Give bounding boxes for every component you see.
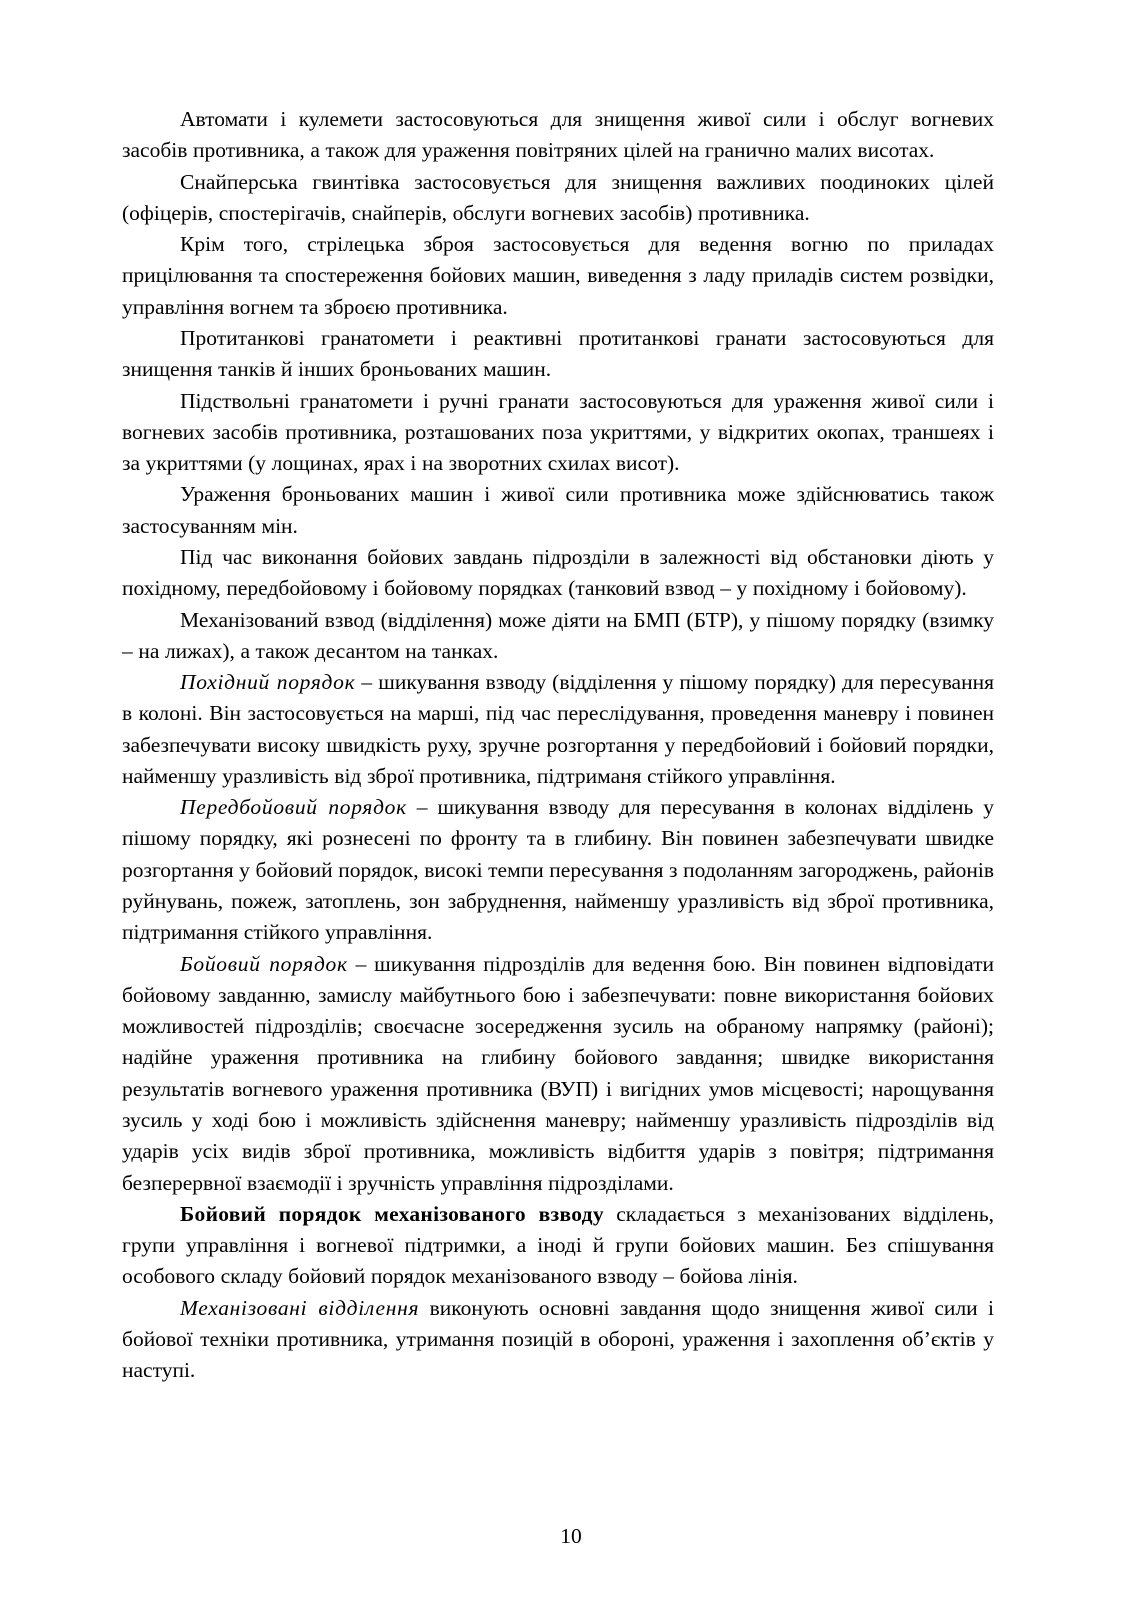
paragraph <box>122 323 994 386</box>
term-peredboiovyi-poriadok: Передбойовий порядок <box>180 795 407 820</box>
paragraph <box>122 542 994 605</box>
term-boiovyi-poriadok: Бойовий порядок <box>180 951 348 976</box>
term-mekhanizovani-viddilennia: Механізовані відділення <box>180 1295 420 1320</box>
paragraph-text: Підствольні гранатомети і ручні гранати застосовуються для ураження живої сили і вогневих засобів противника, розташованих поза укриттями, у відкритих окопах, траншеях і за укриттями (у лощинах, ярах і на зворотних схилах висот). <box>122 388 994 476</box>
paragraph-text: Під час виконання бойових завдань підрозділи в залежності від обстановки діють у похідному, передбойовому і бойовому порядках (танковий взвод – у похідному і бойовому). <box>122 544 994 601</box>
term-boiovyi-poriadok-mekhanizovanoho-vzvodu: Бойовий порядок механізованого взводу <box>180 1201 604 1226</box>
paragraph-boiovyi-poriadok-vzvodu <box>122 1199 994 1293</box>
paragraph-text: складається з механізованих відділень, групи управління і вогневої підтримки, а іноді й групи бойових машин. Без спішування особового складу бойовий порядок механізованого взводу – бойова лінія. <box>122 1201 994 1289</box>
term-pokhidnyi-poriadok: Похідний порядок <box>180 670 356 695</box>
paragraph <box>122 229 994 323</box>
paragraph-text: Механізований взвод (відділення) може діяти на БМП (БТР), у пішому порядку (взимку – на лижах), а також десантом на танках. <box>122 607 994 663</box>
paragraph <box>122 386 994 480</box>
paragraph-text: Протитанкові гранатомети і реактивні протитанкові гранати застосовуються для знищення танків й інших броньованих машин. <box>122 325 994 382</box>
paragraph <box>122 104 994 167</box>
paragraph <box>122 167 994 230</box>
page-body <box>122 104 994 1387</box>
paragraph-text: – шикування взводу (відділення у пішому порядку) для пересування в колоні. Він застосовується на марші, під час переслідування, проведення маневру і повинен забезпечувати високу швидкість руху, зручне розгортання у передбойовий і бойовий порядки, найменшу уразливість від зброї противника, підтриманя стійкого управління. <box>122 670 995 788</box>
paragraph-mekhanizovani-viddilennia <box>122 1293 994 1387</box>
paragraph-text: Снайперська гвинтівка застосовується для знищення важливих поодиноких цілей (офіцерів, спостерігачів, снайперів, обслуги вогневих засобів) противника. <box>122 169 994 225</box>
paragraph-text: Автомати і кулемети застосовуються для знищення живої сили і обслуг вогневих засобів противника, а також для ураження повітряних цілей на гранично малих висотах. <box>122 107 994 163</box>
paragraph <box>122 479 994 542</box>
paragraph-text: Крім того, стрілецька зброя застосовується для ведення вогню по приладах прицілювання та спостереження бойових машин, виведення з ладу приладів систем розвідки, управління вогнем та зброєю противника. <box>122 232 994 319</box>
page-number: 10 <box>560 1523 582 1548</box>
paragraph-peredboiovyi-poriadok <box>122 792 994 948</box>
paragraph-text: – шикування підрозділів для ведення бою. Він повинен відповідати бойовому завданню, замислу майбутнього бою і забезпечувати: повне використання бойових можливостей підрозділів; своєчасне зосередження зусиль на обраному напрямку (районі); надійне ураження противника на глибину бойового завдання; швидке використання результатів вогневого ураження противника (ВУП) і вигідних умов місцевості; нарощування зусиль у ході бою і можливість здійснення маневру; найменшу уразливість підрозділів від ударів усіх видів зброї противника, можливість відбиття ударів з повітря; підтримання безперервної взаємодії і зручність управління підрозділами. <box>122 951 995 1195</box>
paragraph-text: Ураження броньованих машин і живої сили противника може здійснюватись також застосуванням мін. <box>122 482 994 538</box>
paragraph-pokhidnyi-poriadok <box>122 667 994 792</box>
paragraph-text: виконують основні завдання щодо знищення живої сили і бойової техніки противника, утримання позицій в обороні, ураження і захоплення об’єктів у наступі. <box>122 1295 994 1383</box>
paragraph-text: – шикування взводу для пересування в колонах відділень у пішому порядку, які рознесені по фронту та в глибину. Він повинен забезпечувати швидке розгортання у бойовий порядок, високі темпи пересування з подоланням загороджень, районів руйнувань, пожеж, затоплень, зон забруднення, найменшу уразливість від зброї противника, підтримання стійкого управління. <box>122 795 994 945</box>
paragraph-boiovyi-poriadok <box>122 949 994 1199</box>
paragraph <box>122 605 994 668</box>
